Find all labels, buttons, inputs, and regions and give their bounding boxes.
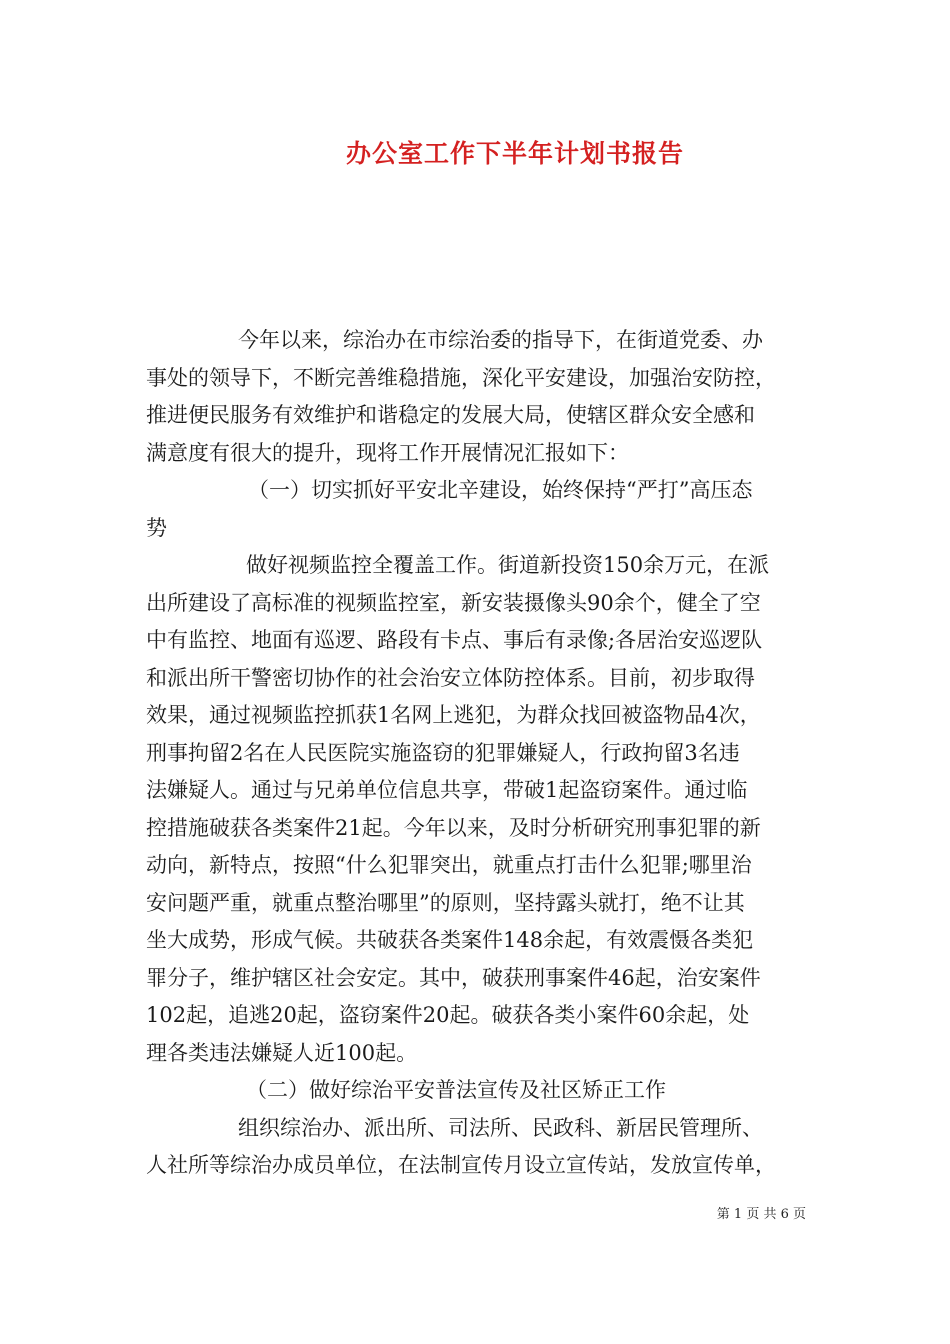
text-line: 势 — [146, 515, 167, 540]
text-line: （一）切实抓好平安北辛建设，始终保持“严打”高压态 — [248, 478, 753, 502]
text-line: 动向，新特点，按照“什么犯罪突出，就重点打击什么犯罪;哪里治 — [146, 853, 752, 877]
text-line: 坐大成势，形成气候。共破获各类案件148余起，有效震慑各类犯 — [146, 928, 754, 952]
text-line: 理各类违法嫌疑人近100起。 — [146, 1040, 418, 1065]
text-line: 今年以来，综治办在市综治委的指导下，在街道党委、办 — [238, 328, 763, 352]
text-line: 和派出所干警密切协作的社会治安立体防控体系。目前，初步取得 — [146, 665, 755, 690]
text-line: 控措施破获各类案件21起。今年以来，及时分析研究刑事犯罪的新 — [146, 815, 761, 840]
text-line: 罪分子，维护辖区社会安定。其中，破获刑事案件46起，治安案件 — [146, 965, 761, 990]
text-line: 出所建设了高标准的视频监控室，新安装摄像头90余个，健全了空 — [146, 590, 761, 615]
text-line: 102起，追逃20起，盗窃案件20起。破获各类小案件60余起，处 — [146, 1003, 750, 1027]
document-title: 办公室工作下半年计划书报告 — [345, 139, 684, 168]
text-line: 组织综治办、派出所、司法所、民政科、新居民管理所、 — [238, 1115, 763, 1140]
text-line: 刑事拘留2名在人民医院实施盗窃的犯罪嫌疑人，行政拘留3名违 — [146, 740, 740, 765]
text-line: 安问题严重，就重点整治哪里”的原则，坚持露头就打，绝不让其 — [146, 890, 745, 915]
text-line: 效果，通过视频监控抓获1名网上逃犯，为群众找回被盗物品4次， — [146, 703, 761, 727]
text-line: 推进便民服务有效维护和谐稳定的发展大局，使辖区群众安全感和 — [146, 403, 755, 427]
text-line: 中有监控、地面有巡逻、路段有卡点、事后有录像;各居治安巡逻队 — [146, 628, 763, 652]
text-line: 事处的领导下，不断完善维稳措施，深化平安建设，加强治安防控， — [146, 365, 776, 390]
page-footer: 第 1 页 共 6 页 — [716, 1207, 806, 1222]
text-line: 满意度有很大的提升，现将工作开展情况汇报如下： — [146, 440, 629, 465]
text-line: （二）做好综治平安普法宣传及社区矫正工作 — [246, 1078, 666, 1102]
document-body — [146, 322, 818, 1185]
text-line: 人社所等综治办成员单位，在法制宣传月设立宣传站，发放宣传单， — [146, 1153, 776, 1177]
text-line: 做好视频监控全覆盖工作。街道新投资150余万元，在派 — [246, 553, 770, 577]
text-line: 法嫌疑人。通过与兄弟单位信息共享，带破1起盗窃案件。通过临 — [146, 778, 748, 802]
